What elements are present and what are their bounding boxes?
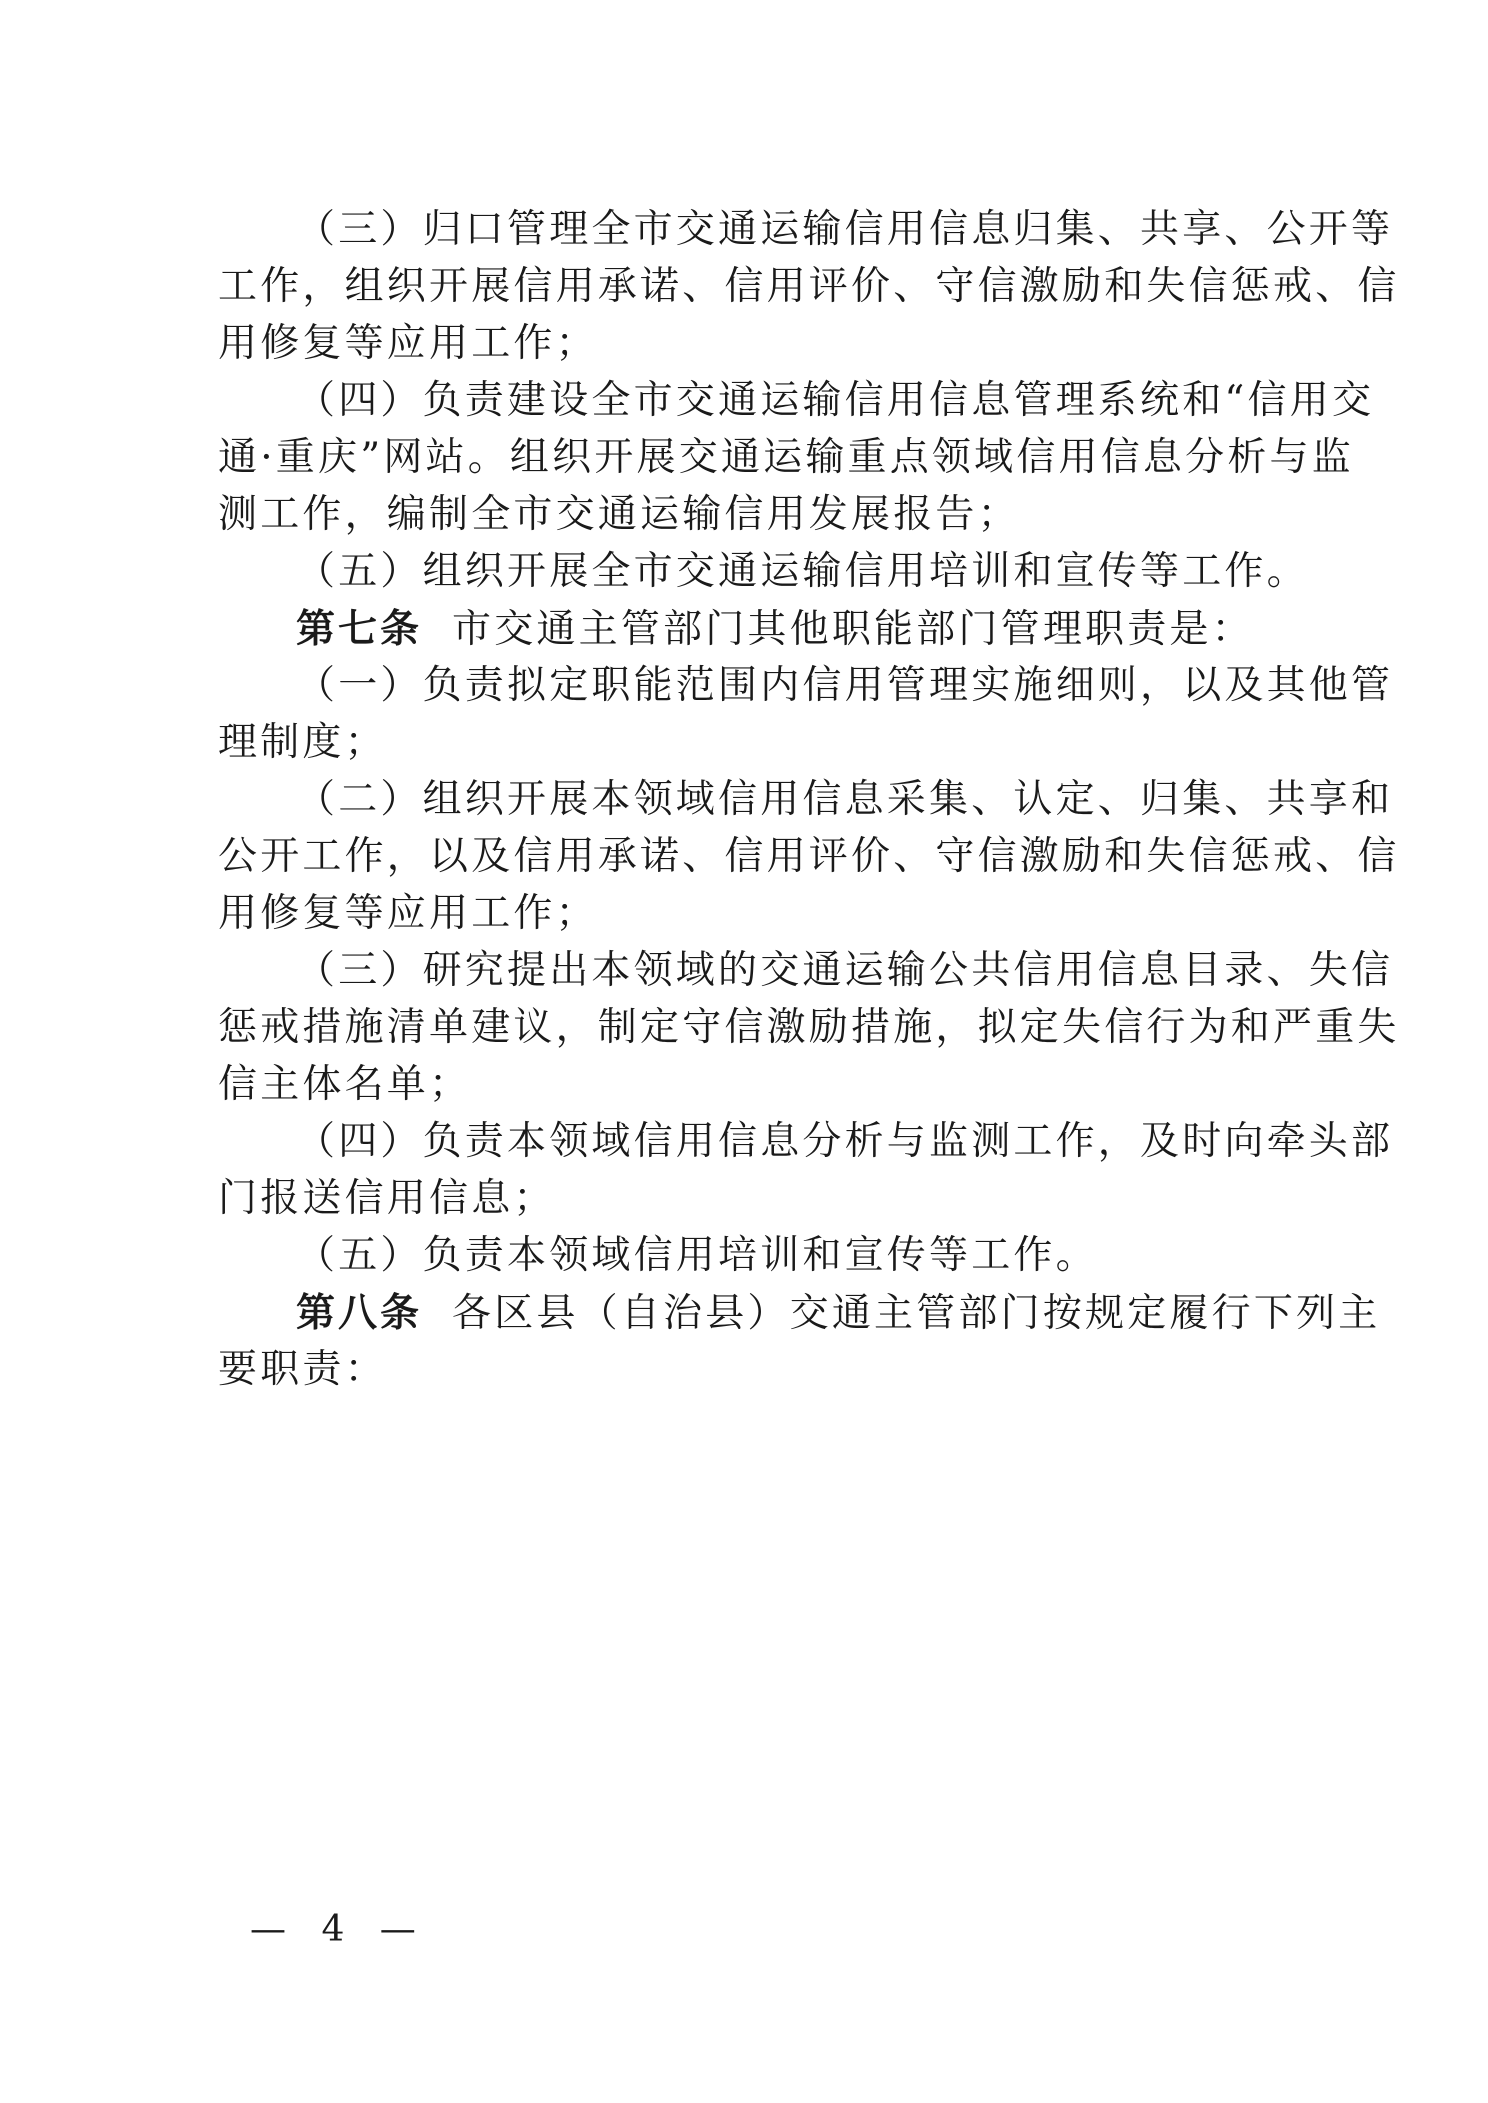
paragraph-line: 用修复等应用工作； (218, 891, 598, 936)
paragraph-line: 惩戒措施清单建议，制定守信激励措施，拟定失信行为和严重失 (218, 1005, 1400, 1050)
paragraph-line: （五）组织开展全市交通运输信用培训和宣传等工作。 (296, 549, 1309, 594)
paragraph-line: 工作，组织开展信用承诺、信用评价、守信激励和失信惩戒、信 (218, 264, 1400, 309)
paragraph-line: 信主体名单； (218, 1062, 472, 1107)
paragraph-line: 门报送信用信息； (218, 1176, 556, 1221)
paragraph-line: 要职责： (218, 1347, 387, 1392)
paragraph-line: （三）归口管理全市交通运输信用信息归集、共享、公开等 (296, 207, 1394, 252)
paragraph-line: （四）负责建设全市交通运输信用信息管理系统和“信用交 (296, 378, 1375, 423)
paragraph-line: 测工作，编制全市交通运输信用发展报告； (218, 492, 1020, 537)
paragraph-line: （一）负责拟定职能范围内信用管理实施细则，以及其他管 (296, 663, 1394, 708)
page-number: — 4 — (250, 1909, 428, 1950)
article-label: 第七条 (296, 606, 423, 652)
article-heading-line (296, 599, 1318, 659)
article-text: 市交通主管部门其他职能部门管理职责是： (452, 607, 1254, 652)
article-heading-line (296, 1283, 1381, 1343)
paragraph-line: 通·重庆”网站。组织开展交通运输重点领域信用信息分析与监 (218, 435, 1354, 480)
paragraph-line: （二）组织开展本领域信用信息采集、认定、归集、共享和 (296, 777, 1394, 822)
paragraph-line: 公开工作，以及信用承诺、信用评价、守信激励和失信惩戒、信 (218, 834, 1400, 879)
article-label: 第八条 (296, 1290, 423, 1336)
paragraph-line: 理制度； (218, 720, 387, 765)
article-text: 各区县（自治县）交通主管部门按规定履行下列主 (452, 1291, 1381, 1336)
paragraph-line: 用修复等应用工作； (218, 321, 598, 366)
paragraph-line: （三）研究提出本领域的交通运输公共信用信息目录、失信 (296, 948, 1394, 993)
paragraph-line: （四）负责本领域信用信息分析与监测工作，及时向牵头部 (296, 1119, 1394, 1164)
paragraph-line: （五）负责本领域信用培训和宣传等工作。 (296, 1233, 1098, 1278)
